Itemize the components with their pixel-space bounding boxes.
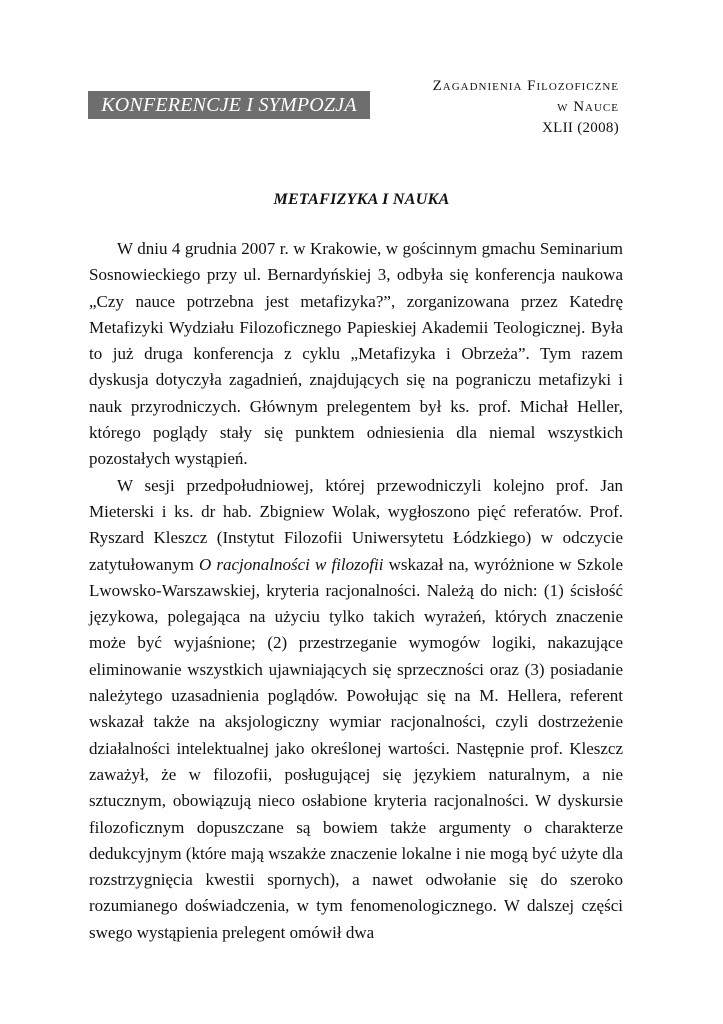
paragraph-2-text-before-title: W sesji przedpołudniowej, której przewodniczyli kolejno prof. Jan Mieterski i ks. dr hab. Zbigniew Wolak, wygłoszono pięć referatów. Prof. Ryszard Kleszcz (Instytut Filozofii Uniwersytetu Łódzkiego) w odczycie zatytułowanym — [89, 475, 623, 574]
lecture-title-italic: O racjonalności w filozofii — [198, 554, 384, 574]
journal-volume: XLII (2008) — [541, 120, 619, 136]
section-banner: KONFERENCJE I SYMPOZJA — [88, 91, 370, 119]
journal-name-line-2: w Nauce — [557, 99, 619, 115]
article-body — [89, 236, 623, 946]
paragraph-2-text-after-title: wskazał na, wyróżnione w Szkole Lwowsko-Warszawskiej, kryteria racjonalności. Należą do nich: (1) ścisłość językowa, polegająca na użyciu tylko takich wyrażeń, których znaczenie może być wyjaśnione; (2) przestrzeganie wymogów logiki, nakazujące eliminowanie wszystkich ujawniających się sprzeczności oraz (3) posiadanie należytego uzasadnienia poglądów. Powołując się na M. Hellera, referent wskazał także na aksjologiczny wymiar racjonalności, czyli dostrzeżenie działalności intelektualnej jako określonej wartości. Następnie prof. Kleszcz zaważył, że w filozofii, posługującej się językiem naturalnym, a nie sztucznym, obowiązują nieco osłabione kryteria racjonalności. W dyskursie filozoficznym dopuszczane są bowiem także argumenty o charakterze dedukcyjnym (które mają wszakże znaczenie lokalne i nie mogą być użyte dla rozstrzygnięcia kwestii spornych), a nawet odwołanie się do szeroko rozumianego doświadczenia, w tym fenomenologicznego. W dalszej części swego wystąpienia prelegent omówił dwa — [89, 554, 623, 942]
article-title: METAFIZYKA I NAUKA — [273, 191, 450, 208]
paragraph-1: W dniu 4 grudnia 2007 r. w Krakowie, w gościnnym gmachu Seminarium Sosnowieckiego przy ul. Bernardyńskiej 3, odbyła się konferencja naukowa „Czy nauce potrzebna jest metafizyka?”, zorganizowana przez Katedrę Metafizyki Wydziału Filozoficznego Papieskiej Akademii Teologicznej. Była to już druga konferencja z cyklu „Metafizyka i Obrzeża”. Tym razem dyskusja dotyczyła zagadnień, znajdujących się na pograniczu metafizyki i nauk przyrodniczych. Głównym prelegentem był ks. prof. Michał Heller, którego poglądy stały się punktem odniesienia dla niemal wszystkich pozostałych wystąpień. — [89, 239, 623, 469]
paragraph-2 — [89, 473, 623, 946]
journal-header — [433, 76, 619, 139]
journal-name-line-1: Zagadnienia Filozoficzne — [432, 78, 619, 94]
